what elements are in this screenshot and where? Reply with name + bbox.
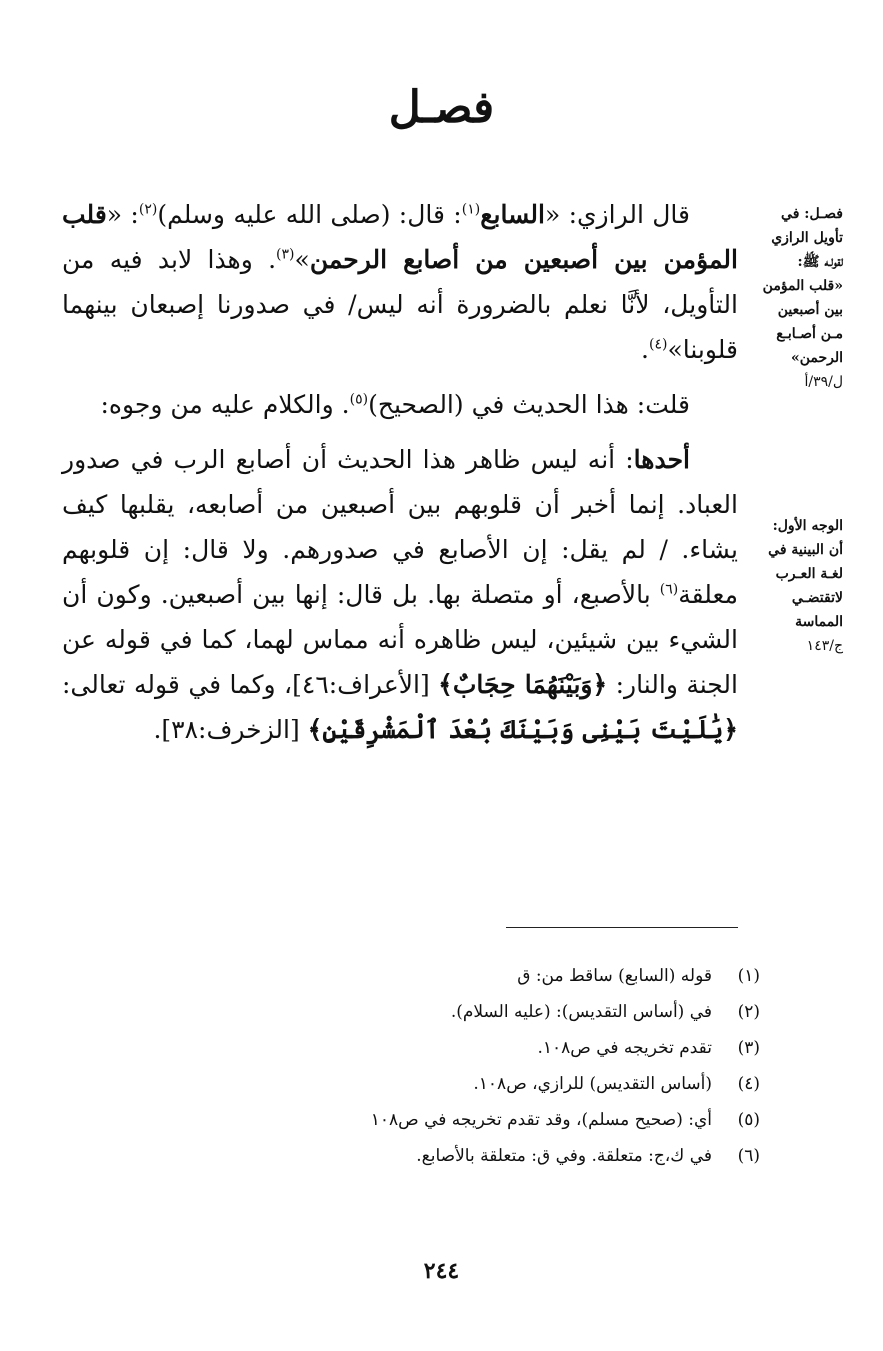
footnote-text: في (أساس التقديس): (عليه السلام). <box>450 1002 712 1022</box>
footnote-number: (١) <box>737 966 760 986</box>
text-run: قلت: هذا الحديث في (الصحيح) <box>368 390 690 419</box>
footnote-divider <box>506 927 738 928</box>
text-run: : أنه ليس ظاهر هذا الحديث أن أصابع الرب في صدور العباد. إنما أخبر أن قلوبهم بين أصبعين من أصابعه، يقلبها كيف يشاء. / لم يقل: إن الأصابع في صدورهم. ولا قال: إن قلوبهم معلقة <box>62 445 738 609</box>
margin-note-line: الرحمن» <box>790 350 843 366</box>
footnote-text: في ك،ج: متعلقة. وفي ق: متعلقة بالأصابع. <box>416 1146 712 1166</box>
chapter-title: فصـل <box>388 82 495 133</box>
quran-verse: ﴿يَٰلَيْتَ بَيْنِى وَبَيْنَكَ بُعْدَ ٱلْمَشْرِقَيْنِ﴾ <box>307 715 738 744</box>
margin-note-line: بين أصبعين <box>777 302 843 318</box>
paragraph-razi-quote <box>62 192 738 372</box>
text-run: . وهذا لابد فيه من التأويل، لأنَّا نعلم بالضرورة أنه ليس/ في صدورنا إصبعان بينهما قلوبنا» <box>62 245 738 364</box>
footnote <box>160 1030 760 1066</box>
manuscript-ref: ل/٣٩/أ <box>804 374 843 390</box>
margin-note-line: أن البينية في <box>768 542 843 558</box>
margin-note-line: المماسة <box>795 614 843 630</box>
text-run: . <box>641 335 649 364</box>
margin-note-line: لقولـه ﷺ: <box>797 254 843 270</box>
text-run: . والكلام عليه من وجوه: <box>100 390 350 419</box>
margin-note-1 <box>755 202 843 394</box>
text-run: » <box>294 245 310 274</box>
footnote-number: (٢) <box>737 1002 760 1022</box>
text-run: [الزخرف:٣٨]. <box>153 715 308 744</box>
footnote <box>160 1138 760 1174</box>
footnote-number: (٦) <box>737 1146 760 1166</box>
bold-term: أحدها <box>633 445 690 474</box>
footnote-text: (أساس التقديس) للرازي، ص١٠٨. <box>473 1074 712 1094</box>
text-run: : قال: (صلى الله عليه وسلم) <box>157 200 462 229</box>
footnote-ref: (٦) <box>659 581 679 598</box>
margin-note-line: لغـة العـرب <box>775 566 843 582</box>
margin-note-line: لاتقتضـي <box>791 590 843 606</box>
manuscript-ref: ج/١٤٣ <box>806 638 843 654</box>
footnote-number: (٣) <box>737 1038 760 1058</box>
footnote-text: أي: (صحيح مسلم)، وقد تقدم تخريجه في ص١٠٨ <box>370 1110 712 1130</box>
text-run: [الأعراف:٤٦]، وكما في قوله تعالى: <box>62 670 439 699</box>
paragraph-first-aspect <box>62 437 738 752</box>
quran-verse: ﴿وَبَيْنَهُمَا حِجَابٌ﴾ <box>438 670 608 699</box>
footnote-number: (٥) <box>737 1110 760 1130</box>
text-run: قال الرازي: « <box>544 200 690 229</box>
hadith-text: قلب المؤمن بين أصبعين من أصابع الرحمن <box>62 200 738 274</box>
margin-note-2 <box>755 514 843 658</box>
text-run: : « <box>106 200 139 229</box>
margin-note-line: «قلب المؤمن <box>762 278 843 294</box>
margin-note-line: الوجه الأول: <box>772 518 843 534</box>
margin-note-line: مـن أصـابـع <box>776 326 843 342</box>
footnote <box>160 1066 760 1102</box>
footnote-ref: (٢) <box>138 201 158 218</box>
paragraph-response <box>62 382 738 427</box>
text-run: بالأصبع، أو متصلة بها. بل قال: إنها بين أصبعين. وكون أن الشيء بين شيئين، ليس ظاهره أنه مماس لهما، كما في قوله عن الجنة والنار: <box>62 580 738 699</box>
footnote-ref: (٥) <box>349 391 369 408</box>
footnote-ref: (١) <box>461 201 481 218</box>
margin-note-line: فصـل: في <box>781 206 843 222</box>
footnote-ref: (٤) <box>648 336 668 353</box>
footnote <box>160 1102 760 1138</box>
main-text <box>62 192 738 752</box>
footnote <box>160 994 760 1030</box>
footnote <box>160 958 760 994</box>
bold-term: السابع <box>480 200 545 229</box>
footnote-ref: (٣) <box>276 246 295 263</box>
footnote-text: قوله (السابع) ساقط من: ق <box>517 966 712 986</box>
footnote-number: (٤) <box>737 1074 760 1094</box>
page-number: ٢٤٤ <box>423 1258 460 1284</box>
footnotes <box>160 958 760 1174</box>
margin-note-line: تأويل الرازي <box>771 230 843 246</box>
footnote-text: تقدم تخريجه في ص١٠٨. <box>537 1038 712 1058</box>
